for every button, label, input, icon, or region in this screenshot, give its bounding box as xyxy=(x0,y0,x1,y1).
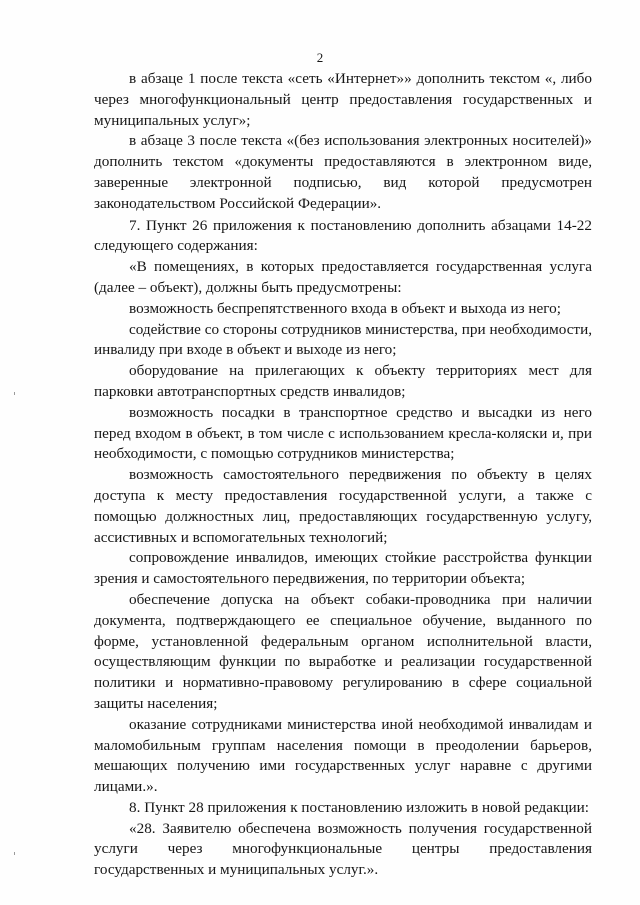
page-number: 2 xyxy=(316,50,324,65)
paragraph-item-8: 8. Пункт 28 приложения к постановлению изложить в новой редакции: xyxy=(129,798,589,816)
paragraph-vehicle-boarding: возможность посадки в транспортное средство и высадки из него перед входом в объект, в том числе с использованием кресла-коляски и, при необходимости, с помощью сотрудников министерства; xyxy=(94,403,592,463)
paragraph-escort: сопровождение инвалидов, имеющих стойкие расстройства функции зрения и самостоятельного передвижения, по территории объекта; xyxy=(94,549,592,588)
document-body xyxy=(94,69,592,881)
paragraph-parking: оборудование на прилегающих к объекту территориях мест для парковки автотранспортных средств инвалидов; xyxy=(94,362,592,400)
paragraph-paragraph-3-amendment: в абзаце 3 после текста «(без использования электронных носителей)» дополнить текстом «документы предоставляются в электронном виде, заверенные электронной подписью, вид которой предусмотрен законодательством Российской Федерации». xyxy=(94,132,592,212)
scan-edge-mark-bottom xyxy=(14,852,15,855)
paragraph-staff-assistance: содействие со стороны сотрудников министерства, при необходимости, инвалиду при входе в объект и выходе из него; xyxy=(94,320,592,359)
paragraph-unobstructed-access: возможность беспрепятственного входа в объект и выхода из него; xyxy=(129,299,561,317)
paragraph-independent-movement: возможность самостоятельного передвижения по объекту в целях доступа к месту предоставления государственной услуги, а также с помощью должностных лиц, предоставляющих государственную услугу, ассистивных и вспомогательных технологий; xyxy=(94,466,592,546)
paragraph-guide-dog: обеспечение допуска на объект собаки-проводника при наличии документа, подтверждающего ее специальное обучение, выданного по форме, установленной федеральным органом исполнительной власти, осуществляющим функции по выработке и реализации государственной политики и нормативно-правовому регулированию в сфере социальной защиты населения; xyxy=(94,590,592,712)
paragraph-paragraph-1-amendment: в абзаце 1 после текста «сеть «Интернет»» дополнить текстом «, либо через многофункциональный центр предоставления государственных и муниципальных услуг»; xyxy=(94,70,592,129)
paragraph-item-28-text: «28. Заявителю обеспечена возможность получения государственной услуги через многофункциональные центры предоставления государственных и муниципальных услуг.». xyxy=(94,819,592,879)
paragraph-other-assistance: оказание сотрудниками министерства иной необходимой инвалидам и маломобильным группам населения помощи в преодолении барьеров, мешающих получению ими государственных услуг наравне с другими лицами.». xyxy=(94,715,592,796)
paragraph-premises-intro: «В помещениях, в которых предоставляется государственная услуга (далее – объект), должны быть предусмотрены: xyxy=(94,258,592,296)
scan-edge-mark-top xyxy=(14,392,15,395)
paragraph-item-7: 7. Пункт 26 приложения к постановлению дополнить абзацами 14-22 следующего содержания: xyxy=(94,216,592,255)
